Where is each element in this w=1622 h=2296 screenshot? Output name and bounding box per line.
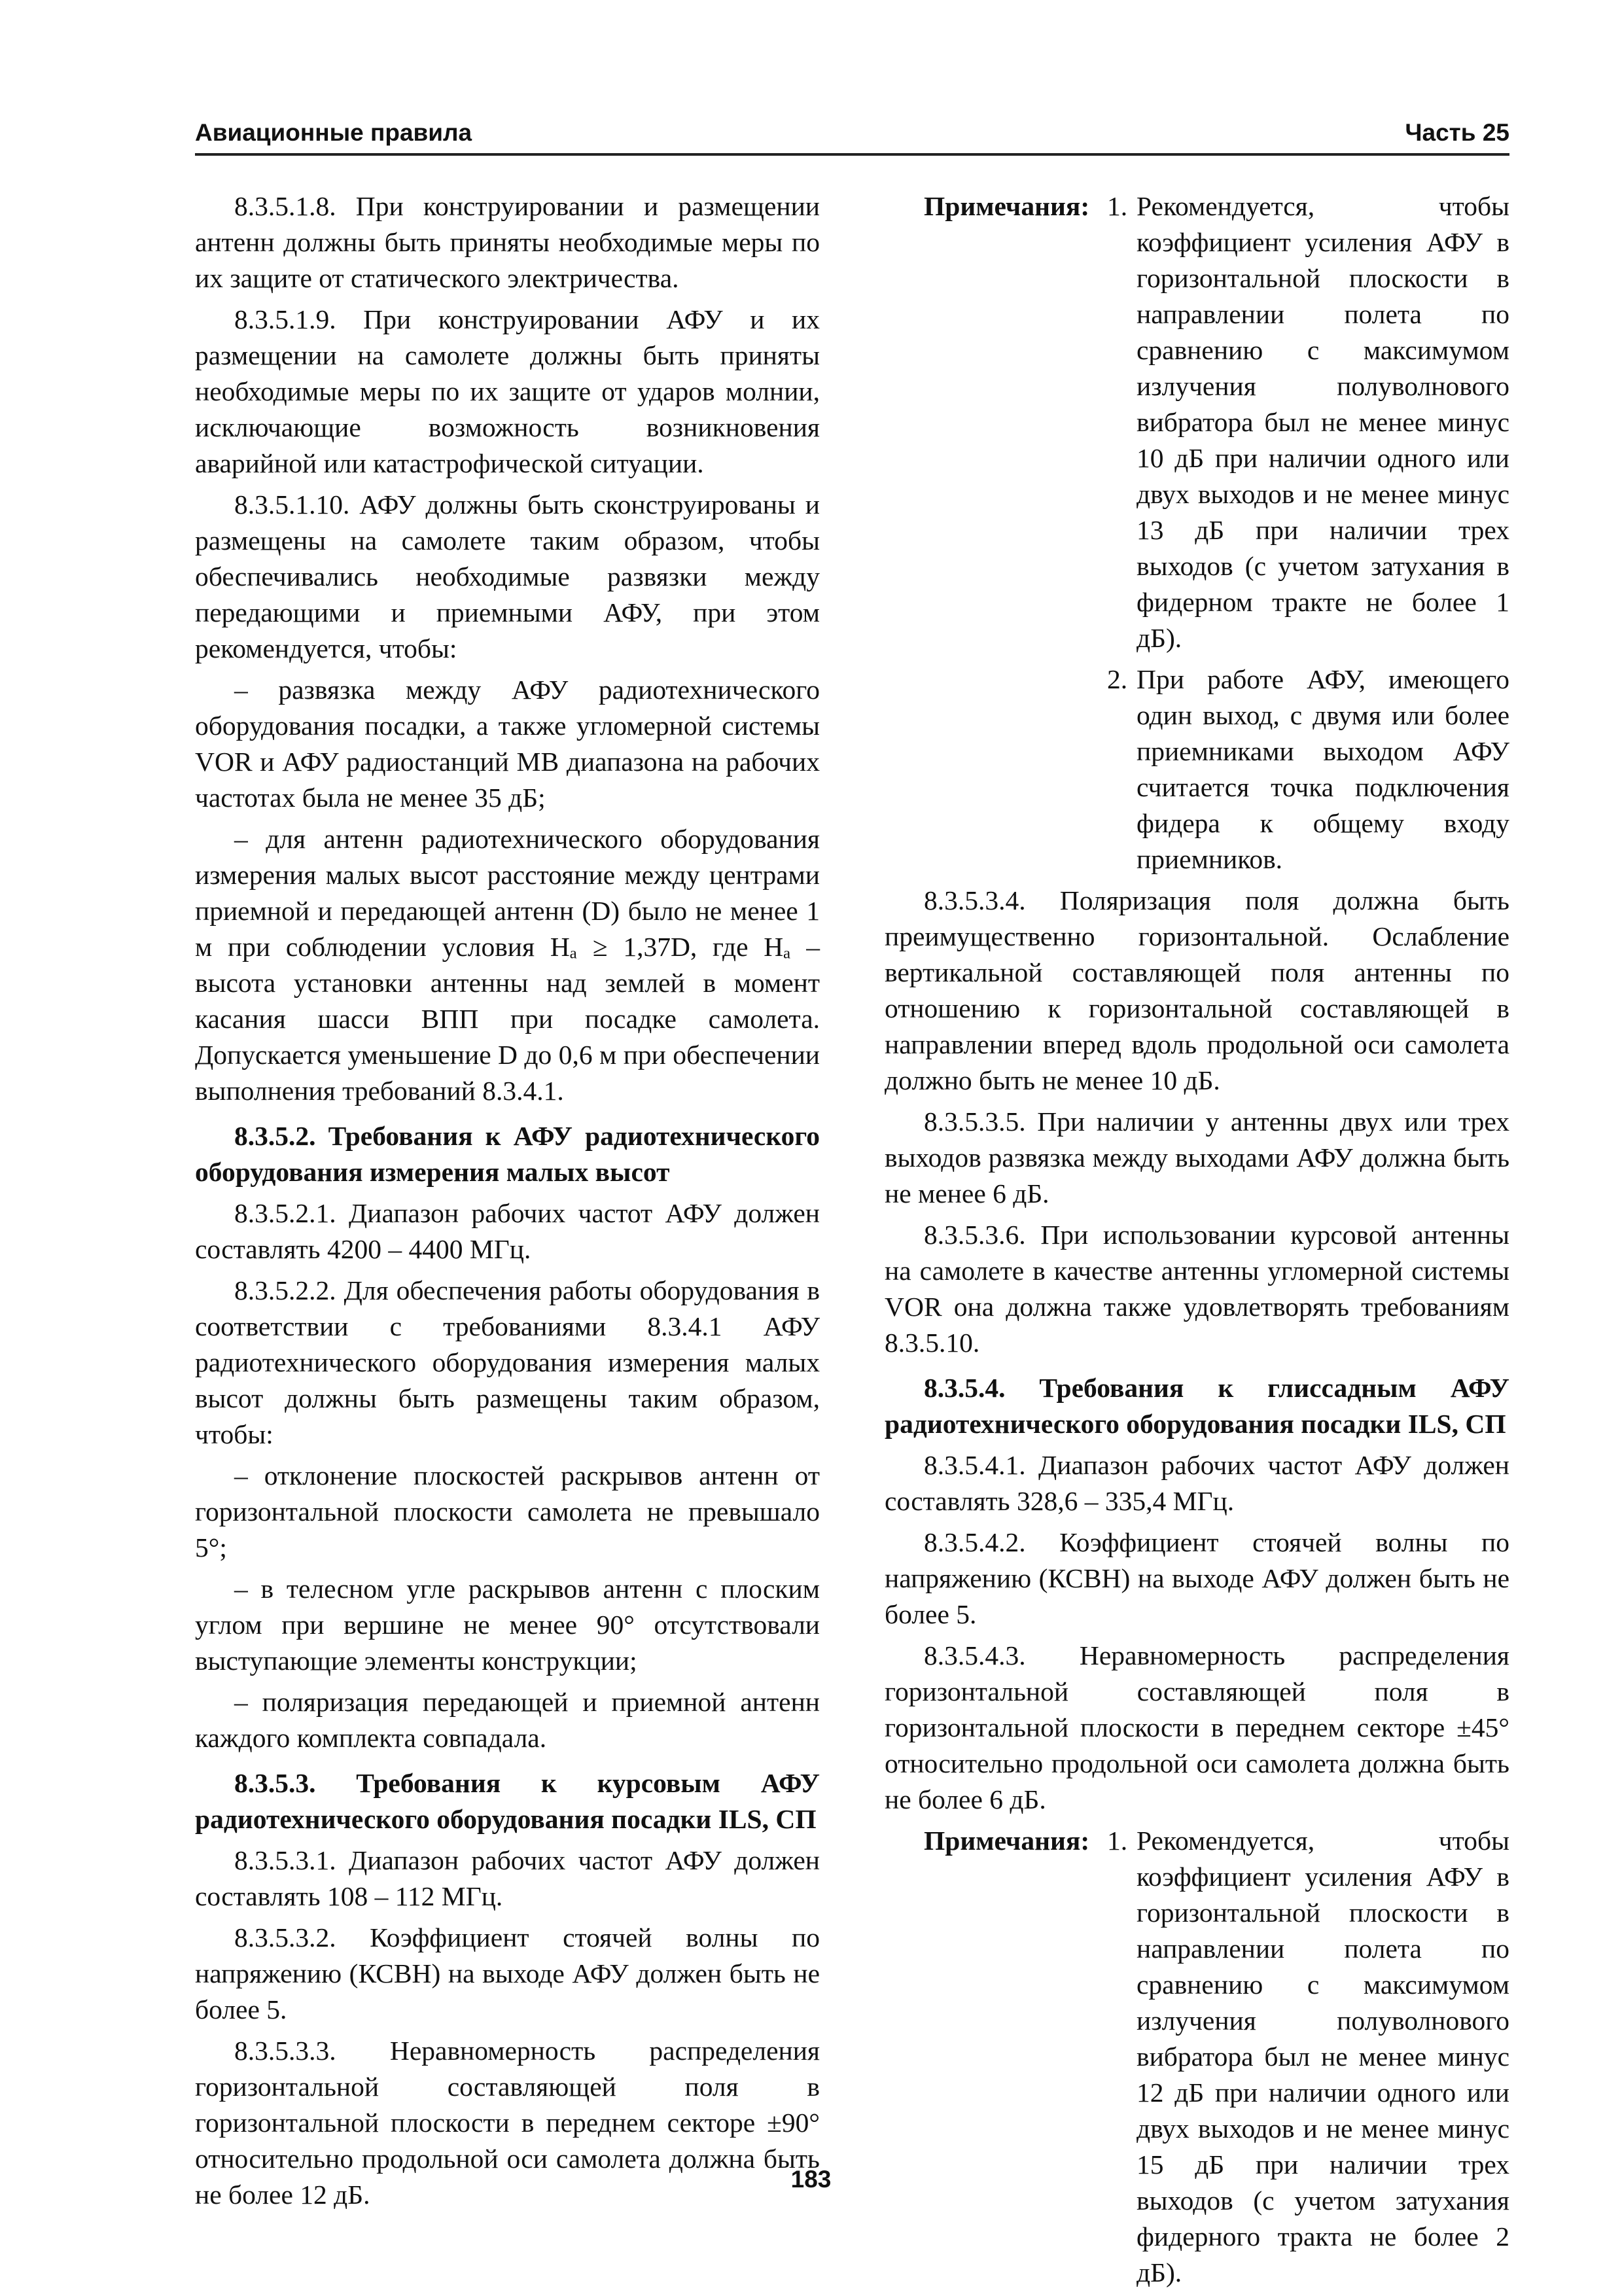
- section-heading: 8.3.5.4. Требования к глиссадным АФУ радиотехнического оборудования посадки ILS, СП: [885, 1373, 1509, 1439]
- notes-block: [885, 1823, 1509, 2291]
- running-header: [195, 113, 1509, 156]
- list-item: – развязка между АФУ радиотехнического оборудования посадки, а также угломерной системы VOR и АФУ радиостанций МВ диапазона на рабочих частотах была не менее 35 дБ;: [195, 675, 820, 813]
- paragraph: 8.3.5.4.3. Неравномерность распределения горизонтальной составляющей поля в горизонтальной плоскости в переднем секторе ±45° относительно продольной оси самолета должна быть не более 6 дБ.: [885, 1640, 1509, 1814]
- notes-block: [885, 188, 1509, 656]
- paragraph: 8.3.5.3.5. При наличии у антенны двух или трех выходов развязка между выходами АФУ должна быть не менее 6 дБ.: [885, 1106, 1509, 1209]
- notes-label: Примечания:: [924, 191, 1090, 221]
- header-title: Авиационные правила: [195, 119, 472, 146]
- note-number: 2.: [1107, 664, 1128, 694]
- paragraph: 8.3.5.3.2. Коэффициент стоячей волны по напряжению (КСВН) на выходе АФУ должен быть не более 5.: [195, 1922, 820, 2024]
- note-text: При работе АФУ, имеющего один выход, с двумя или более приемниками выходом АФУ считается точка подключения фидера к общему входу приемников.: [1137, 664, 1509, 874]
- list-item: – для антенн радиотехнического оборудования измерения малых высот расстояние между центрами приемной и передающей антенн (D) было не менее 1 м при соблюдении условия Нₐ ≥ 1,37D, где Нₐ – высота установки антенны над землей в момент касания шасси ВПП при посадке самолета. Допускается уменьшение D до 0,6 м при обеспечении выполнения требований 8.3.4.1.: [195, 824, 820, 1106]
- paragraph: 8.3.5.1.10. АФУ должны быть сконструированы и размещены на самолете таким образом, чтобы обеспечивались необходимые развязки между передающими и приемными АФУ, при этом рекомендуется, чтобы:: [195, 489, 820, 663]
- paragraph: 8.3.5.2.1. Диапазон рабочих частот АФУ должен составлять 4200 – 4400 МГц.: [195, 1198, 820, 1264]
- header-part: Часть 25: [1405, 119, 1509, 146]
- notes-label: Примечания:: [924, 1826, 1090, 1856]
- list-item: – отклонение плоскостей раскрывов антенн от горизонтальной плоскости самолета не превышало 5°;: [195, 1460, 820, 1563]
- left-column: [195, 188, 820, 2218]
- note-text: Рекомендуется, чтобы коэффициент усиления АФУ в горизонтальной плоскости в направлении полета по сравнению с максимумом излучения полуволнового вибратора был не менее минус 10 дБ при наличии одного или двух выходов и не менее минус 13 дБ при наличии трех выходов (с учетом затухания в фидерном тракте не более 1 дБ).: [1137, 191, 1509, 653]
- notes-block-item: [885, 662, 1509, 877]
- list-item: – поляризация передающей и приемной антенн каждого комплекта совпадала.: [195, 1687, 820, 1753]
- section-heading: 8.3.5.3. Требования к курсовым АФУ радиотехнического оборудования посадки ILS, СП: [195, 1768, 820, 1834]
- paragraph: 8.3.5.3.4. Поляризация поля должна быть преимущественно горизонтальной. Ослабление вертикальной составляющей поля антенны по отношению к горизонтальной составляющей в направлении вперед вдоль продольной оси самолета должно быть не менее 10 дБ.: [885, 885, 1509, 1095]
- paragraph: 8.3.5.1.9. При конструировании АФУ и их размещении на самолете должны быть приняты необходимые меры по их защите от ударов молнии, исключающие возможность возникновения аварийной или катастрофической ситуации.: [195, 304, 820, 478]
- paragraph: 8.3.5.1.8. При конструировании и размещении антенн должны быть приняты необходимые меры по их защите от статического электричества.: [195, 191, 820, 293]
- paragraph: 8.3.5.3.3. Неравномерность распределения горизонтальной составляющей поля в горизонтальной плоскости в переднем секторе ±90° относительно продольной оси самолета должна быть не более 12 дБ.: [195, 2036, 820, 2210]
- list-item: – в телесном угле раскрывов антенн с плоским углом при вершине не менее 90° отсутствовали выступающие элементы конструкции;: [195, 1574, 820, 1676]
- right-column: [885, 188, 1509, 2296]
- note-number: 1.: [1107, 1826, 1128, 1856]
- section-heading: 8.3.5.2. Требования к АФУ радиотехнического оборудования измерения малых высот: [195, 1121, 820, 1187]
- paragraph: 8.3.5.3.6. При использовании курсовой антенны на самолете в качестве антенны угломерной системы VOR она должна также удовлетворять требованиям 8.3.5.10.: [885, 1220, 1509, 1358]
- paragraph: 8.3.5.4.2. Коэффициент стоячей волны по напряжению (КСВН) на выходе АФУ должен быть не более 5.: [885, 1527, 1509, 1629]
- paragraph: 8.3.5.2.2. Для обеспечения работы оборудования в соответствии с требованиями 8.3.4.1 АФУ радиотехнического оборудования измерения малых высот должны быть размещены таким образом, чтобы:: [195, 1275, 820, 1449]
- page-number: 183: [790, 2166, 832, 2193]
- paragraph: 8.3.5.4.1. Диапазон рабочих частот АФУ должен составлять 328,6 – 335,4 МГц.: [885, 1450, 1509, 1516]
- paragraph: 8.3.5.3.1. Диапазон рабочих частот АФУ должен составлять 108 – 112 МГц.: [195, 1845, 820, 1911]
- note-text: Рекомендуется, чтобы коэффициент усиления АФУ в горизонтальной плоскости в направлении полета по сравнению с максимумом излучения полуволнового вибратора был не менее минус 12 дБ при наличии одного или двух выходов и не менее минус 15 дБ при наличии трех выходов (с учетом затухания фидерного тракта не более 2 дБ).: [1137, 1826, 1509, 2287]
- note-number: 1.: [1107, 191, 1128, 221]
